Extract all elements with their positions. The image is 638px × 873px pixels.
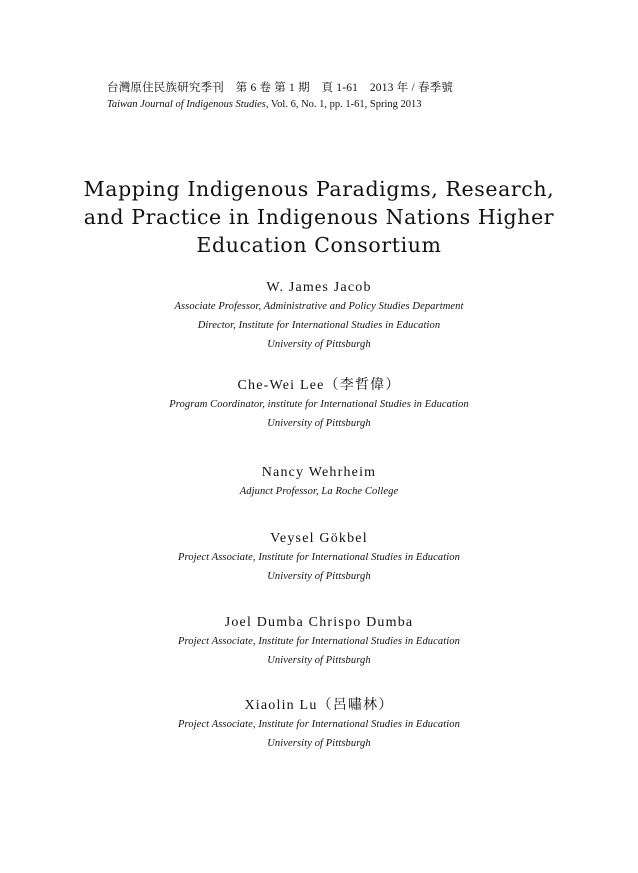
author-block: [0, 696, 638, 753]
author-affiliation: Project Associate, Institute for International Studies in Education: [177, 719, 460, 730]
author-affiliation: Associate Professor, Administrative and Policy Studies Department: [174, 301, 464, 312]
journal-header: [107, 80, 567, 112]
title-line-3: Education Consortium: [196, 233, 442, 257]
journal-citation-english: [107, 97, 567, 112]
title-line-2: and Practice in Indigenous Nations Higher: [83, 205, 555, 229]
author-affiliation: University of Pittsburgh: [267, 571, 371, 582]
author-name: W. James Jacob: [266, 280, 372, 295]
author-affiliation: Adjunct Professor, La Roche College: [239, 486, 399, 497]
journal-name: Taiwan Journal of Indigenous Studies: [107, 99, 266, 110]
author-block: [0, 278, 638, 354]
author-name: Joel Dumba Chrispo Dumba: [224, 615, 414, 630]
author-name: Xiaolin Lu（呂嘯林）: [244, 698, 394, 713]
author-affiliation: University of Pittsburgh: [267, 655, 371, 666]
author-name: Veysel Gökbel: [270, 531, 368, 546]
journal-volume-info: , Vol. 6, No. 1, pp. 1-61, Spring 2013: [265, 99, 422, 110]
author-affiliation: Project Associate, Institute for International Studies in Education: [177, 636, 460, 647]
author-name: Che-Wei Lee（李哲偉）: [237, 378, 401, 393]
paper-title: [80, 175, 558, 259]
author-name: Nancy Wehrheim: [261, 465, 377, 480]
author-affiliation: University of Pittsburgh: [267, 738, 371, 749]
title-line-1: Mapping Indigenous Paradigms, Research,: [83, 177, 555, 201]
author-affiliation: University of Pittsburgh: [267, 339, 371, 350]
author-block: [0, 529, 638, 586]
author-block: [0, 463, 638, 501]
author-block: [0, 613, 638, 670]
author-affiliation: Project Associate, Institute for International Studies in Education: [177, 552, 460, 563]
author-affiliation: Director, Institute for International Studies in Education: [197, 320, 441, 331]
author-affiliation: Program Coordinator, institute for International Studies in Education: [169, 399, 469, 410]
author-affiliation: University of Pittsburgh: [267, 418, 371, 429]
author-block: [0, 376, 638, 433]
journal-citation-chinese: 台灣原住民族研究季刊 第 6 卷 第 1 期 頁 1-61 2013 年 / 春季號: [107, 82, 454, 94]
